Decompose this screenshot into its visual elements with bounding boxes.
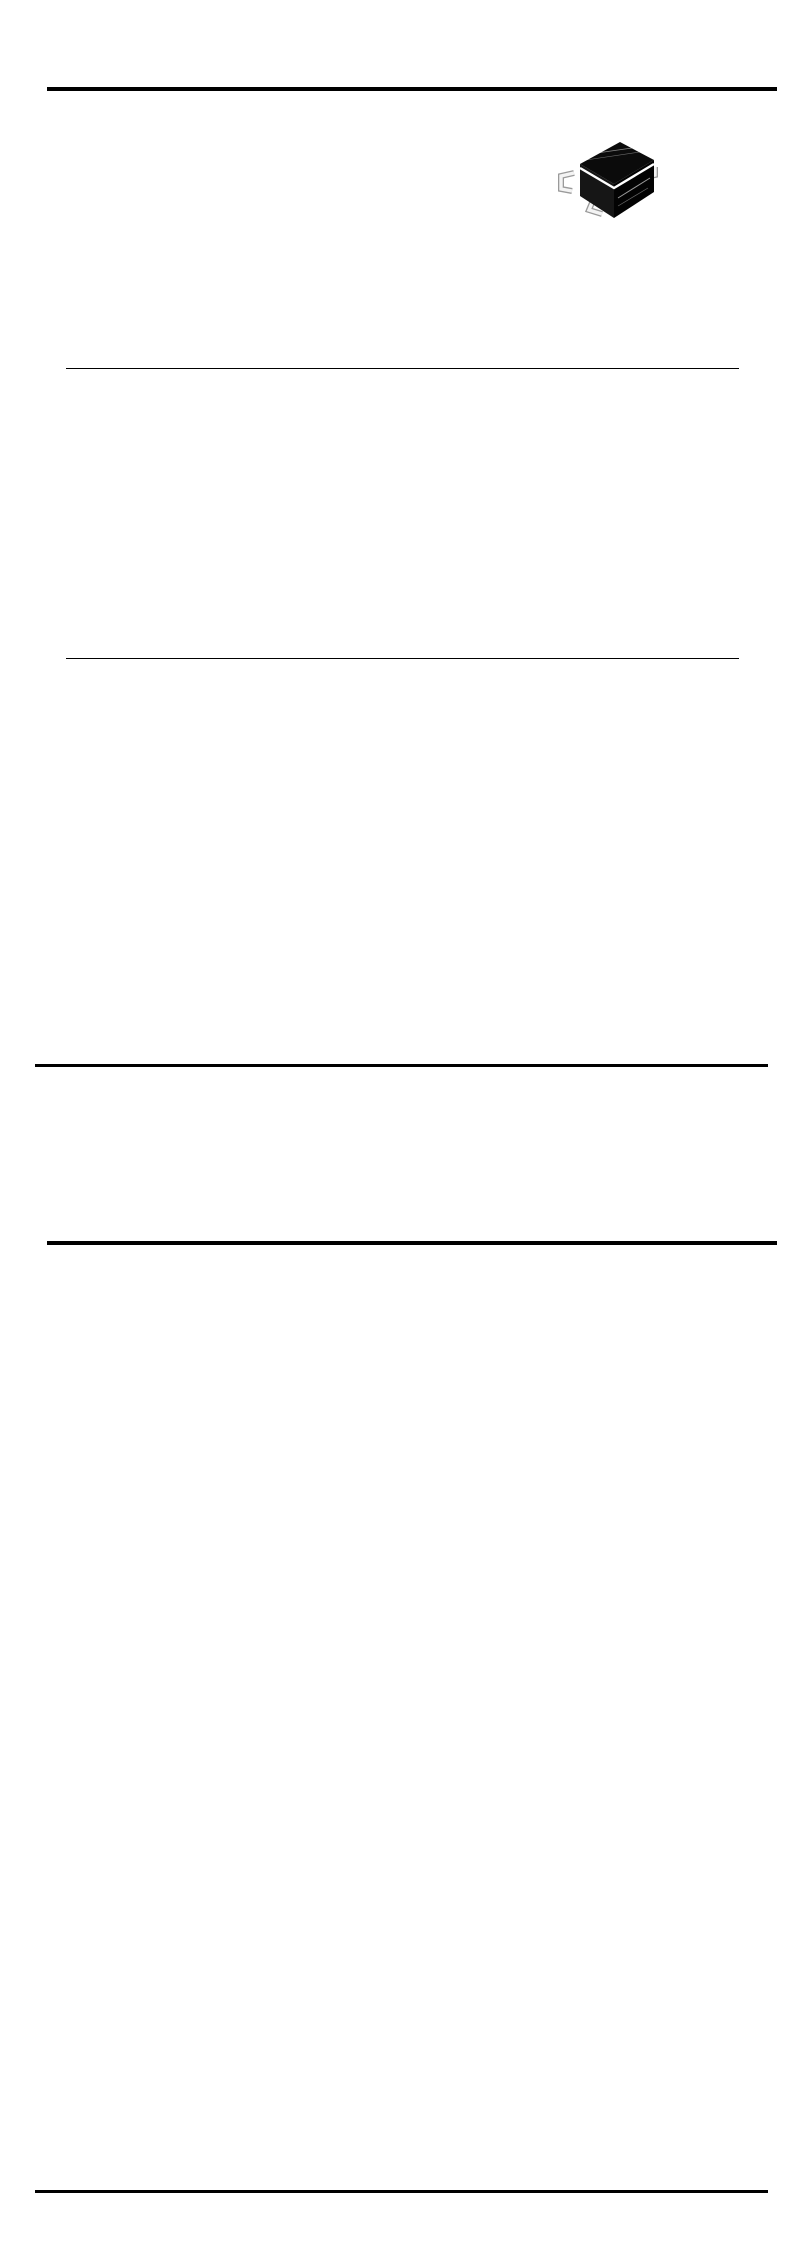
brand-logo-underline (70, 57, 148, 60)
brand-logo (49, 1186, 168, 1240)
footer-rule (35, 2190, 768, 2193)
figure-2-plot (395, 1256, 745, 1514)
brand-logo (49, 31, 168, 85)
absolute-maximum-ratings-table (66, 368, 739, 369)
header-rule (47, 1241, 777, 1245)
figure-1-plot (60, 1256, 410, 1514)
characteristics-table (66, 658, 739, 659)
sot-523-package-photo (540, 126, 670, 221)
header-rule (47, 87, 777, 91)
footer-rule (35, 1064, 768, 1067)
brand-logo-underline (70, 1212, 148, 1215)
figure-3-plot (60, 1570, 410, 1808)
figure-4-plot (395, 1570, 745, 1792)
